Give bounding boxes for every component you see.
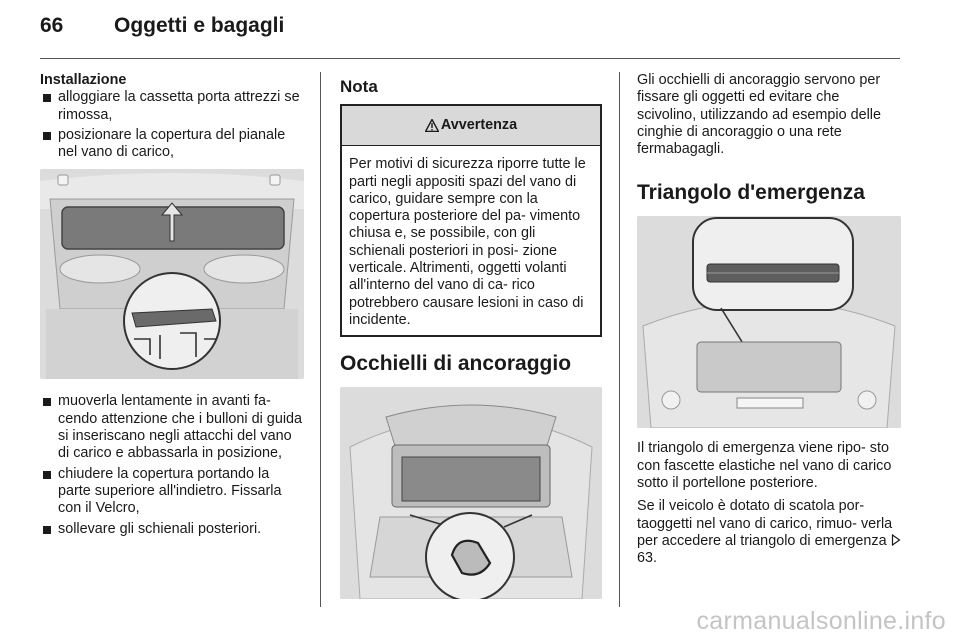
column-right xyxy=(637,72,902,574)
header-divider xyxy=(40,58,900,59)
storage-box-paragraph: Se il veicolo è dotato di scatola por- taoggetti nel vano di carico, rimuo- verla per accedere al triangolo di emergenza 63. xyxy=(637,498,902,567)
watermark: carmanualsonline.info xyxy=(696,607,946,635)
bullet-list xyxy=(40,393,304,537)
page-header xyxy=(40,14,284,44)
warning-title: Avvertenza xyxy=(440,117,518,134)
warning-triangle-icon xyxy=(425,119,439,132)
warning-box xyxy=(340,104,602,337)
storage-box-text: Se il veicolo è dotato di scatola por- taoggetti nel vano di carico, rimuo- verla per accedere al triangolo di emergenza xyxy=(637,498,893,549)
floor-cover-illustration xyxy=(40,169,304,379)
page-title: Oggetti e bagagli xyxy=(114,14,285,37)
page-ref-icon xyxy=(891,534,901,546)
column-middle xyxy=(340,72,602,599)
warning-triangle-illustration xyxy=(637,216,901,428)
list-item: chiudere la copertura portando la parte superiore all'indietro. Fissarla con il Velcro, xyxy=(40,466,304,518)
warning-text: Per motivi di sicurezza riporre tutte le parti negli appositi spazi del vano di carico, guidare sempre con la copertura posteriore del pa- vimento chiusa e, se possibile, con gli schienali posteriori in posi- zione verticale. Altrimenti, oggetti volanti all'interno del vano di ca- rico potrebbero causare lesioni in caso di incidente. xyxy=(349,156,586,328)
anchor-eyes-illustration xyxy=(340,387,602,599)
subheading-installazione: Installazione xyxy=(40,72,127,88)
section-heading-warning-triangle: Triangolo d'emergenza xyxy=(637,181,865,205)
column-divider xyxy=(320,72,321,607)
note-title: Nota xyxy=(340,77,378,96)
list-item: alloggiare la cassetta porta attrezzi se rimossa, xyxy=(40,89,304,124)
list-item: sollevare gli schienali posteriori. xyxy=(40,521,304,538)
section-heading-anchor-eyes: Occhielli di ancoraggio xyxy=(340,352,572,376)
list-item: posizionare la copertura del pianale nel vano di carico, xyxy=(40,127,304,162)
page-reference[interactable]: 63 xyxy=(637,550,654,567)
triangle-storage-paragraph: Il triangolo di emergenza viene ripo- sto con fascette elastiche nel vano di carico sotto il portellone posteriore. xyxy=(637,440,892,492)
list-item: muoverla lentamente in avanti fa- cendo attenzione che i bulloni di guida si inseriscano negli attacchi del vano di carico e abbassarla in posizione, xyxy=(40,393,304,462)
column-divider xyxy=(619,72,620,607)
page-number: 66 xyxy=(40,14,64,37)
column-left xyxy=(40,72,304,541)
warning-header xyxy=(342,106,600,146)
bullet-list xyxy=(40,89,304,161)
anchor-eyes-paragraph: Gli occhielli di ancoraggio servono per fissare gli oggetti ed evitare che scivolino, utilizzando ad esempio delle cinghie di ancoraggio o una rete fermabagagli. xyxy=(637,72,881,158)
